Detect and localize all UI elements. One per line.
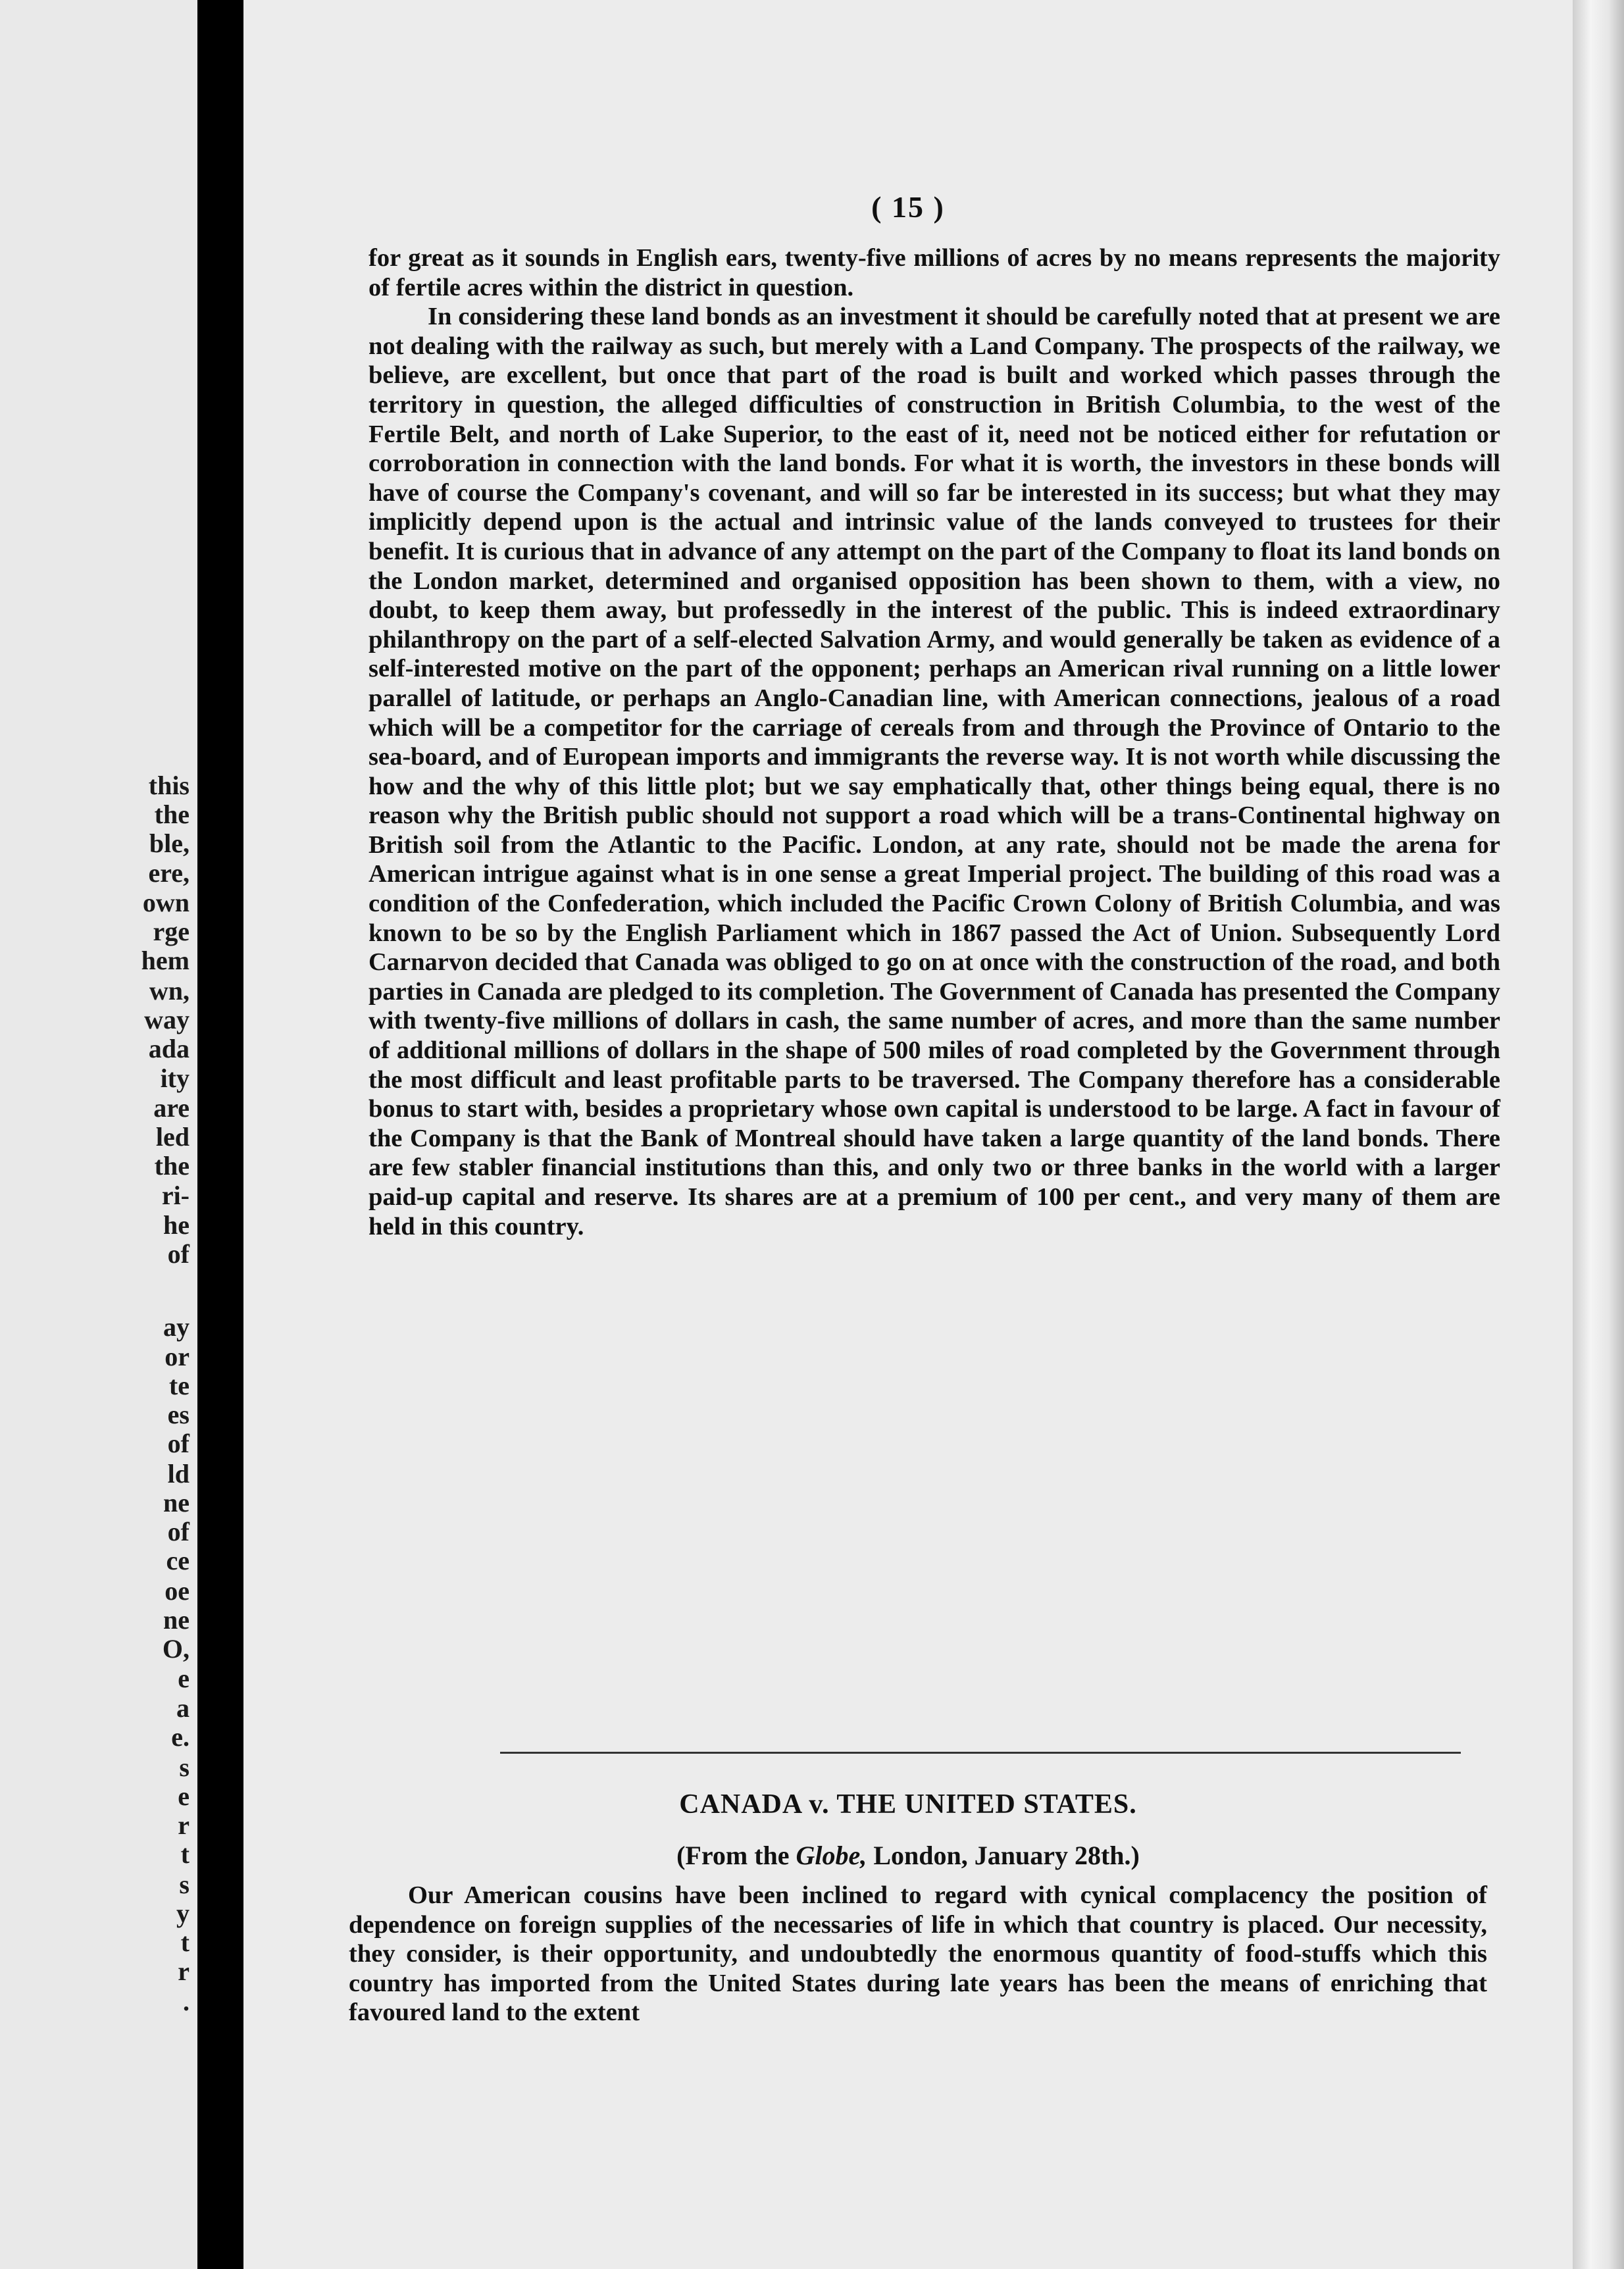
paragraph-2: In considering these land bonds as an investment it should be carefully noted that at present we are not dealing with the railway as such, but merely with a Land Company. The prospects of the railway, we believe, are excellent, but once that part of the road is built and worked which passes through the territory in question, the alleged difficulties of construction in British Columbia, to the west of the Fertile Belt, and north of Lake Superior, to the east of it, need not be noticed either for refutation or corroboration in connection with the land bonds. For what it is worth, the investors in these bonds will have of course the Company's covenant, and will so far be interested in its success; but what they may implicitly depend upon is the actual and intrinsic value of the lands conveyed to trustees for their benefit. It is curious that in advance of any attempt on the part of the Company to float its land bonds on the London market, determined and organised opposition has been shown to them, with a view, no doubt, to keep them away, but professedly in the interest of the public. This is indeed extraordinary philanthropy on the part of a self-elected Salvation Army, and would generally be taken as evidence of a self-interested motive on the part of the opponent; perhaps an American rival running on a little lower parallel of latitude, or perhaps an Anglo-Canadian line, with American connections, jealous of a road which will be a competitor for the carriage of cereals from and through the Province of Ontario to the sea-board, and of European imports and immigrants the reverse way. It is not worth while discussing the how and the why of this little plot; but we say emphatically that, other things being equal, there is no reason why the British public should not support a road which will be a trans-Continental highway on British soil from the Atlantic to the Pacific. London, at any rate, should not be made the arena for American intrigue against what is in one sense a great Imperial project. The building of this road was a condition of the Confederation, which included the Pacific Crown Colony of British Columbia, and was known to be so by the English Parliament which in 1867 passed the Act of Union. Subsequently Lord Carnarvon decided that Canada was obliged to go on at once with the construction of the road, and both parties in Canada are pledged to its completion. The Government of Canada has presented the Company with twenty-five millions of dollars in cash, the same number of acres, and more than the same number of additional millions of dollars in the shape of 500 miles of road completed by the Government through the most difficult and least profitable parts to be traversed. The Company therefore has a considerable bonus to start with, besides a proprietary whose own capital is understood to be large. A fact in favour of the Company is that the Bank of Montreal should have taken a large quantity of the land bonds. There are few stabler financial institutions than this, and only two or three banks in the world with a larger paid-up capital and reserve. Its shares are at a premium of 100 per cent., and very many of them are held in this country. [368, 303, 1500, 1240]
section-text [349, 1881, 1487, 2027]
facing-page-fragment: rge [153, 917, 190, 946]
paragraph-1: for great as it sounds in English ears, twenty-five millions of acres by no means represents the majority of fertile acres within the district in question. [368, 244, 1500, 301]
facing-page-fragment: ri- [161, 1181, 190, 1210]
book-gutter [197, 0, 243, 2269]
facing-page-fragment: . [183, 1987, 190, 2016]
facing-page-fragment: of [167, 1429, 190, 1458]
facing-page-fragment: O, [162, 1634, 190, 1664]
facing-page-fragment: are [153, 1093, 190, 1123]
facing-page-fragment: ble, [149, 829, 190, 858]
facing-page-fragment: of [167, 1517, 190, 1546]
facing-page-fragment: te [168, 1371, 190, 1400]
facing-page-edge [0, 0, 197, 2269]
facing-page-fragment: or [165, 1342, 190, 1371]
facing-page-fragment: wn, [149, 976, 190, 1006]
facing-page-fragment: e [178, 1781, 190, 1811]
facing-page-fragment: ce [166, 1546, 190, 1575]
facing-page-fragment: led [155, 1122, 190, 1152]
facing-page-fragment: s [179, 1752, 190, 1782]
facing-page-fragment: e [178, 1664, 190, 1693]
facing-page-fragment: a [176, 1693, 190, 1723]
facing-page-fragment: s [179, 1870, 190, 1899]
source-publication: Globe, [796, 1841, 867, 1870]
facing-page-fragment: ne [163, 1605, 190, 1635]
facing-page-fragment: r [178, 1810, 190, 1840]
facing-page-fragment: ere, [148, 858, 190, 888]
facing-page-fragment: own [142, 888, 190, 917]
source-suffix: London, January 28th.) [873, 1841, 1140, 1870]
facing-page-fragment: r [178, 1956, 190, 1986]
facing-page-fragment: ne [163, 1488, 190, 1517]
facing-page-fragment: es [167, 1400, 190, 1429]
page-number: ( 15 ) [871, 190, 945, 224]
book-page [243, 0, 1573, 2269]
facing-page-fragment: the [154, 800, 190, 829]
facing-page-fragment: the [154, 1151, 190, 1181]
source-prefix: (From the [676, 1841, 790, 1870]
facing-page-fragment: way [144, 1005, 190, 1034]
facing-page-fragment: ada [148, 1034, 190, 1063]
facing-page-fragment: he [163, 1210, 190, 1240]
facing-page-fragment: ity [160, 1063, 190, 1093]
facing-page-fragment: hem [141, 946, 190, 975]
facing-page-fragment: y [176, 1899, 190, 1928]
facing-page-fragment: of [167, 1239, 190, 1269]
section-heading: CANADA v. THE UNITED STATES. [679, 1789, 1137, 1820]
section-paragraph-1: Our American cousins have been inclined to regard with cynical complacency the position of dependence on foreign supplies of the necessaries of life in which that country is placed. Our necessity, they consider, is their opportunity, and undoubtedly the enormous quantity of food-stuffs which this country has imported from the United States during late years has been the means of enriching that favoured land to the extent [349, 1881, 1487, 2027]
page-stack-edge [1573, 0, 1624, 2269]
facing-page-fragment: this [148, 771, 190, 800]
facing-page-fragment: t [180, 1927, 190, 1957]
facing-page-fragment: ay [163, 1312, 190, 1342]
facing-page-fragment: t [180, 1839, 190, 1869]
main-text [368, 243, 1500, 1241]
facing-page-fragment: ld [167, 1459, 190, 1489]
section-divider [500, 1752, 1461, 1754]
facing-page-fragment: oe [165, 1576, 190, 1606]
source-line [243, 1840, 1573, 1871]
facing-page-fragment: e. [171, 1722, 190, 1752]
